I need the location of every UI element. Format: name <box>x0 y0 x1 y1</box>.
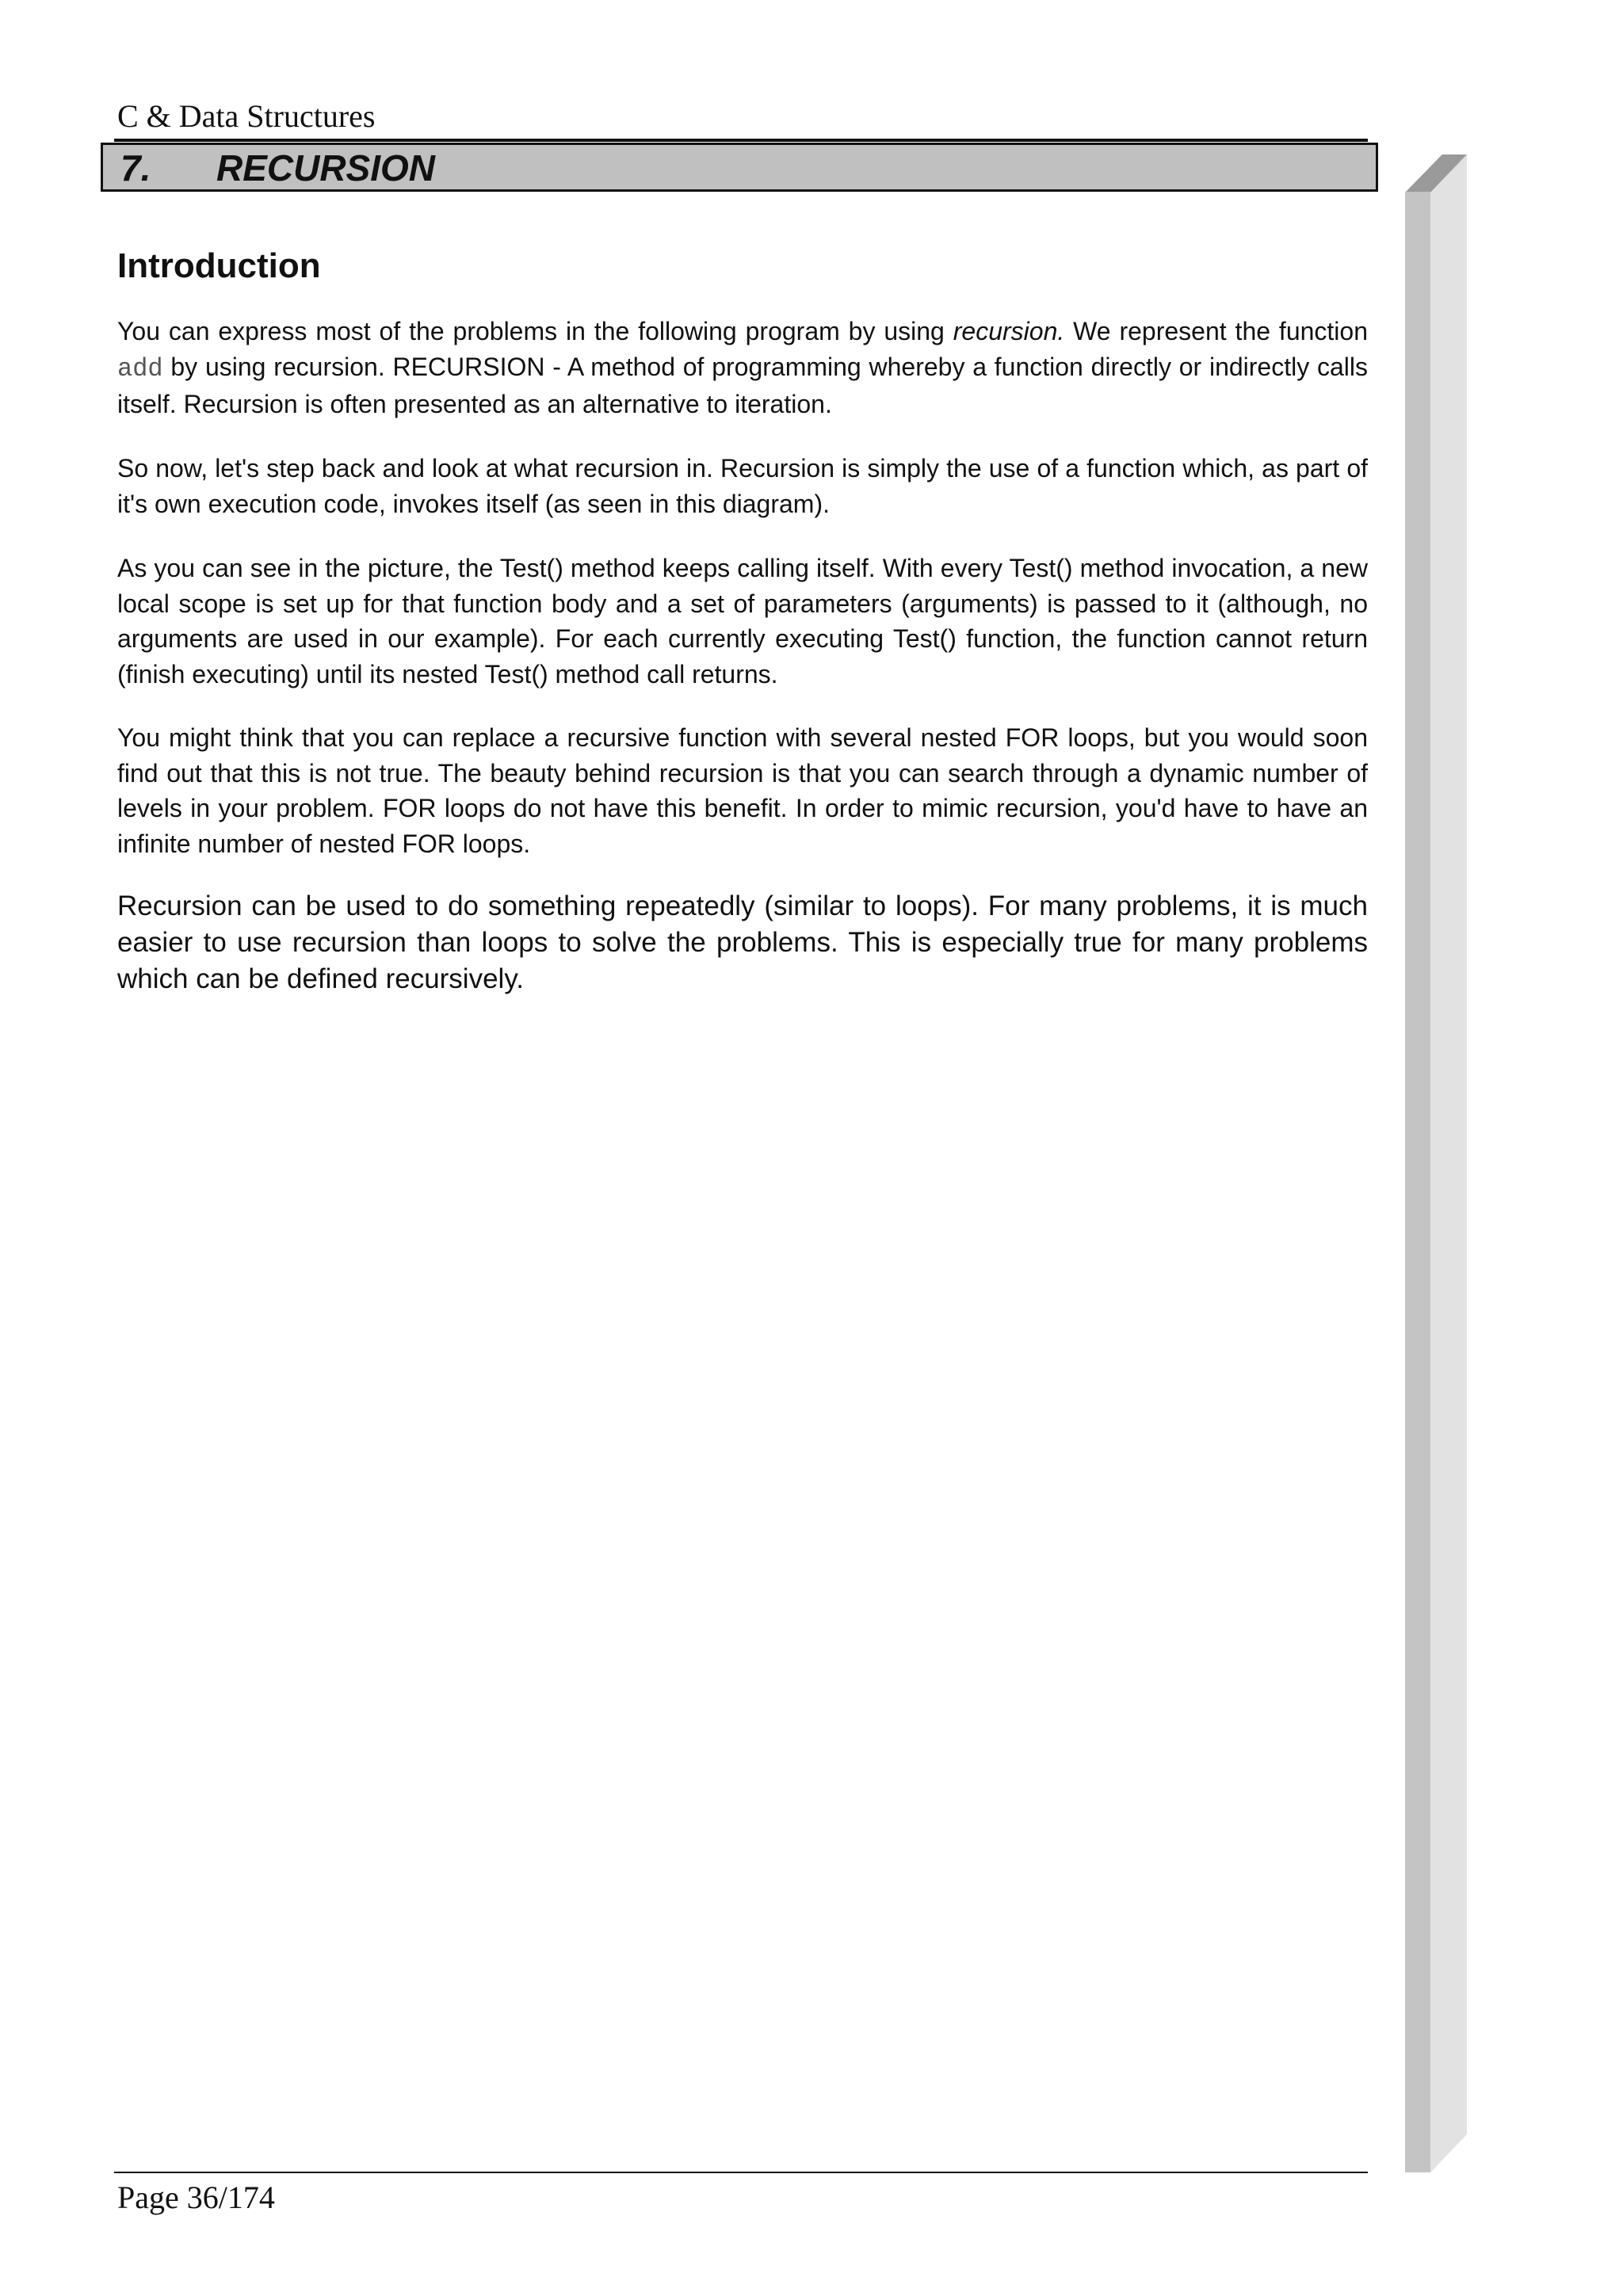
chapter-title-box <box>101 143 1378 192</box>
paragraph-1-text-a: You can express most of the problems in the following program by using <box>117 317 953 345</box>
header-rule <box>114 139 1368 142</box>
inline-code: add <box>117 353 163 383</box>
paragraph-1-text-c: by using recursion. RECURSION - A method of programming whereby a function directly or indirectly calls itself. Recursion is often presented as an alternative to iteration. <box>117 352 1368 418</box>
section-heading: Introduction <box>117 246 321 285</box>
footer-rule <box>114 2172 1368 2173</box>
paragraph-4: You might think that you can replace a recursive function with several nested FOR loops, but you would soon find out that this is not true. The beauty behind recursion is that you can search through a dynamic number of levels in your problem. FOR loops do not have this benefit. In order to mimic recursion, you'd have to have an infinite number of nested FOR loops. <box>117 723 1368 858</box>
paragraph-1 <box>117 314 1368 422</box>
paragraph-3: As you can see in the picture, the Test() method keeps calling itself. With every Test() method invocation, a new local scope is set up for that function body and a set of parameters (arguments) is passed to it (although, no arguments are used in our example). For each currently executing Test() function, the function cannot return (finish executing) until its nested Test() method call returns. <box>117 554 1368 688</box>
decorative-side-bar <box>1405 192 1430 2172</box>
paragraph-1-emphasis: recursion. <box>953 317 1065 345</box>
running-header: C & Data Structures <box>117 98 376 134</box>
paragraph-5: Recursion can be used to do something repeatedly (similar to loops). For many problems, it is much easier to use recursion than loops to solve the problems. This is especially true for many problems which can be defined recursively. <box>117 891 1368 994</box>
chapter-title: RECURSION <box>216 147 436 189</box>
page-number: Page 36/174 <box>117 2180 275 2215</box>
paragraph-1-text-b: We represent the function <box>1064 317 1369 345</box>
decorative-side-bar-side <box>1430 154 1467 2172</box>
chapter-number: 7. <box>120 147 151 189</box>
paragraph-2: So now, let's step back and look at what recursion in. Recursion is simply the use of a function which, as part of it's own execution code, invokes itself (as seen in this diagram). <box>117 454 1368 518</box>
